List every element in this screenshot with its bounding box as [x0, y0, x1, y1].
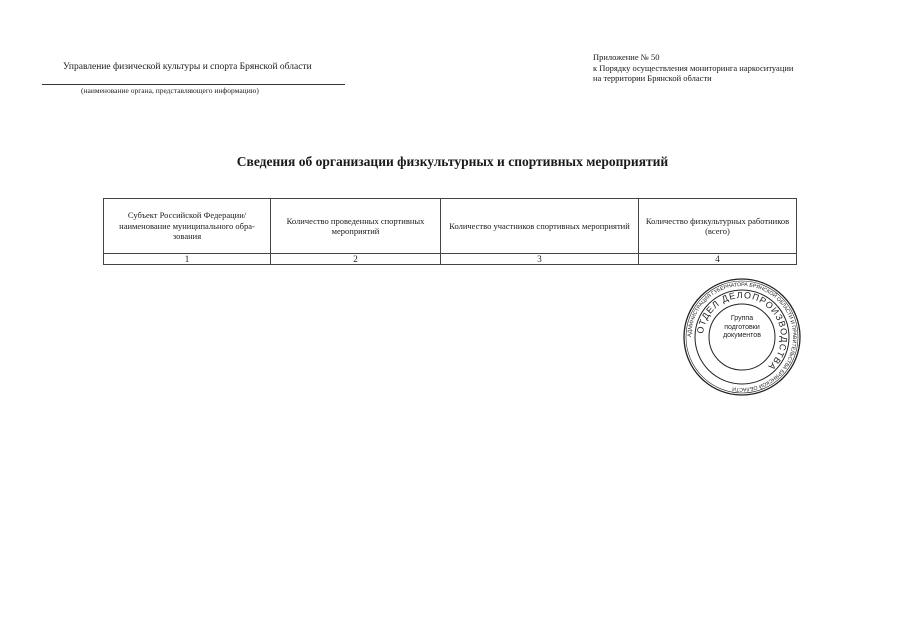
- appendix-note: [593, 52, 793, 84]
- column-number-1: 1: [104, 254, 271, 265]
- appendix-line-3: на территории Брянской области: [593, 73, 712, 83]
- stamp-outer-text: АДМИНИСТРАЦИЯ ГУБЕРНАТОРА БРЯНСКОЙ ОБЛАСТИ И ПРАВИТЕЛЬСТВА БРЯНСКОЙ ОБЛАСТИ: [686, 281, 798, 393]
- organization-name: Управление физической культуры и спорта Брянской области: [63, 62, 312, 72]
- stamp-inner-text: ОТДЕЛ ДЕЛОПРОИЗВОДСТВА: [695, 289, 790, 373]
- appendix-line-2: к Порядку осуществления мониторинга наркоситуации: [593, 62, 794, 73]
- stamp-center-line-1: Группа: [730, 315, 754, 322]
- organization-caption: (наименование органа, представляющего информацию): [81, 86, 259, 95]
- column-header-staff-count: Количество физкультурных работников (всего): [639, 199, 797, 254]
- appendix-line-1: Приложение № 50: [593, 52, 660, 62]
- column-number-4: 4: [639, 254, 797, 265]
- report-table: [103, 198, 797, 265]
- stamp-center-line-2: подготовки: [724, 323, 760, 331]
- table-number-row: [104, 254, 797, 265]
- column-header-subject: Субъект Российской Федерации/ наименование муниципального обра- зования: [104, 199, 271, 254]
- document-title: Сведения об организации физкультурных и спортивных мероприятий: [236, 154, 669, 169]
- organization-underline: [42, 84, 345, 85]
- stamp-center-line-3: документов: [723, 332, 761, 339]
- column-header-events-count: Количество проведенных спортивных мероприятий: [271, 199, 441, 254]
- official-stamp: [682, 277, 802, 397]
- stamp-center-text: [712, 315, 772, 341]
- column-number-3: 3: [441, 254, 639, 265]
- column-header-participants-count: Количество участников спортивных мероприятий: [441, 199, 639, 254]
- table-header-row: [104, 199, 797, 254]
- column-number-2: 2: [271, 254, 441, 265]
